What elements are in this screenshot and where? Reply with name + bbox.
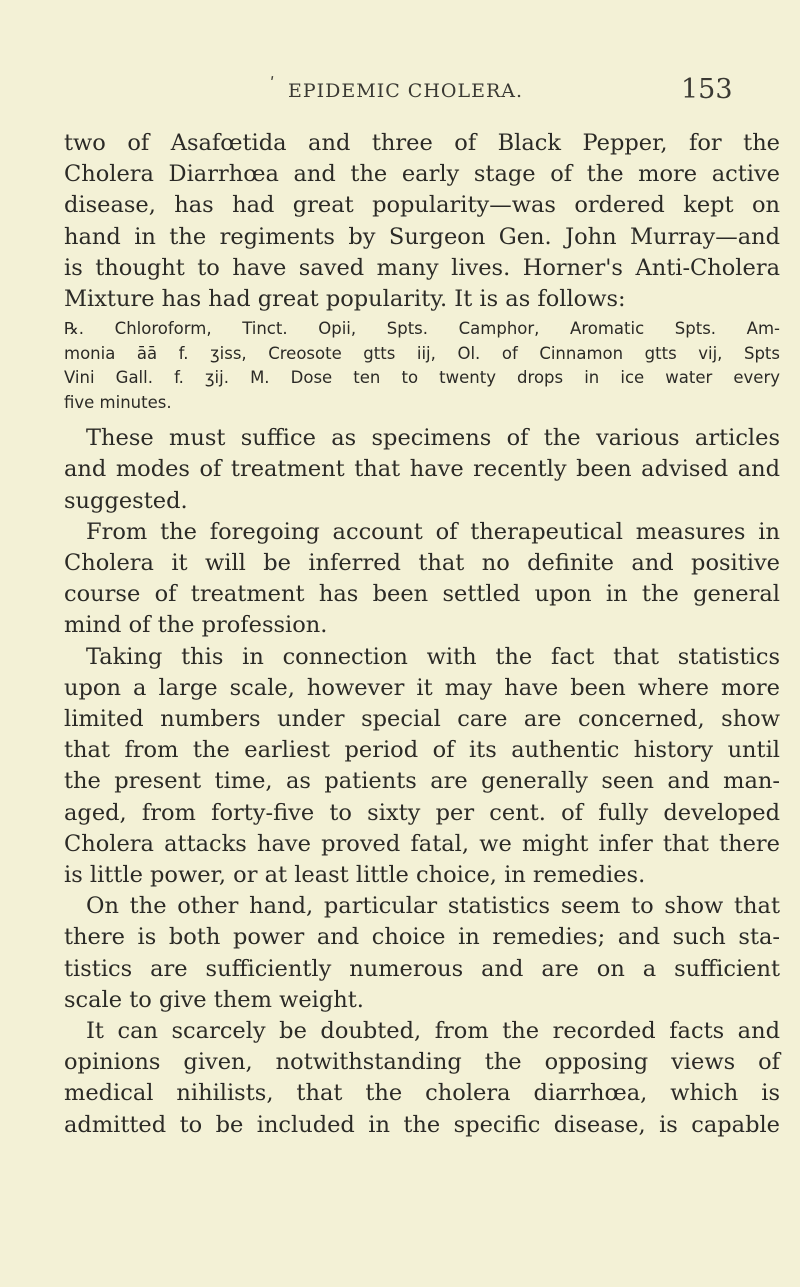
text-line: mind of the profession. [64, 612, 328, 639]
text-line: tistics are sufficiently numerous and are on a sufficient [64, 955, 780, 982]
text-line: Cholera Diarrhœa and the early stage of the more active [64, 161, 780, 188]
text-line: aged, from forty-five to sixty per cent. of fully developed [64, 799, 780, 826]
recipe-line: five minutes. [64, 392, 172, 412]
recipe-line: monia āā f. ʒiss, Creosote gtts iij, Ol. of Cinnamon gtts vij, Spts [64, 343, 780, 363]
text-line: the present time, as patients are generally seen and man- [64, 768, 780, 795]
text-line: Cholera it will be inferred that no definite and positive [64, 550, 780, 577]
recipe-block [64, 317, 780, 415]
text-line: course of treatment has been settled upon in the general [64, 581, 780, 608]
text-line: On the other hand, particular statistics seem to show that [86, 893, 780, 920]
text-line: Taking this in connection with the fact that statistics [86, 643, 780, 670]
text-line: It can scarcely be doubted, from the recorded facts and [86, 1018, 780, 1045]
text-line: admitted to be included in the specific disease, is capable [64, 1111, 780, 1138]
text-line: scale to give them weight. [64, 986, 364, 1013]
text-line: medical nihilists, that the cholera diarrhœa, which is [64, 1080, 780, 1107]
text-line: disease, has had great popularity—was ordered kept on [64, 192, 780, 219]
text-line: Cholera attacks have proved fatal, we might infer that there [64, 830, 780, 857]
text-line: is little power, or at least little choice, in remedies. [64, 862, 646, 889]
paragraph [64, 642, 780, 892]
text-line: opinions given, notwithstanding the opposing views of [64, 1049, 780, 1076]
text-line: hand in the regiments by Surgeon Gen. John Murray—and [64, 223, 780, 250]
paragraph [64, 1016, 780, 1141]
text-line: Mixture has had great popularity. It is as follows: [64, 286, 626, 313]
recipe-line: ℞. Chloroform, Tinct. Opii, Spts. Camphor, Aromatic Spts. Am- [64, 319, 780, 339]
paragraph [64, 517, 780, 642]
page-number: 153 [681, 74, 733, 105]
text-line: that from the earliest period of its authentic history until [64, 737, 780, 764]
text-line: limited numbers under special care are concerned, show [64, 706, 780, 733]
body-text [64, 128, 780, 1141]
text-line: and modes of treatment that have recently been advised and [64, 456, 780, 483]
text-line: there is both power and choice in remedies; and such sta- [64, 924, 780, 951]
page-mark: ʹ [270, 74, 276, 93]
running-head [270, 74, 524, 102]
text-line: These must suffice as specimens of the various articles [86, 425, 780, 452]
running-head-title: EPIDEMIC CHOLERA. [288, 80, 524, 102]
text-line: From the foregoing account of therapeutical measures in [86, 518, 780, 545]
text-line: upon a large scale, however it may have been where more [64, 674, 780, 701]
paragraph [64, 423, 780, 517]
paragraph [64, 891, 780, 1016]
text-line: suggested. [64, 487, 188, 514]
recipe-line: Vini Gall. f. ʒij. M. Dose ten to twenty drops in ice water every [64, 368, 780, 388]
text-line: is thought to have saved many lives. Horner's Anti-Cholera [64, 254, 780, 281]
paragraph [64, 128, 780, 315]
text-line: two of Asafœtida and three of Black Pepper, for the [64, 130, 780, 156]
